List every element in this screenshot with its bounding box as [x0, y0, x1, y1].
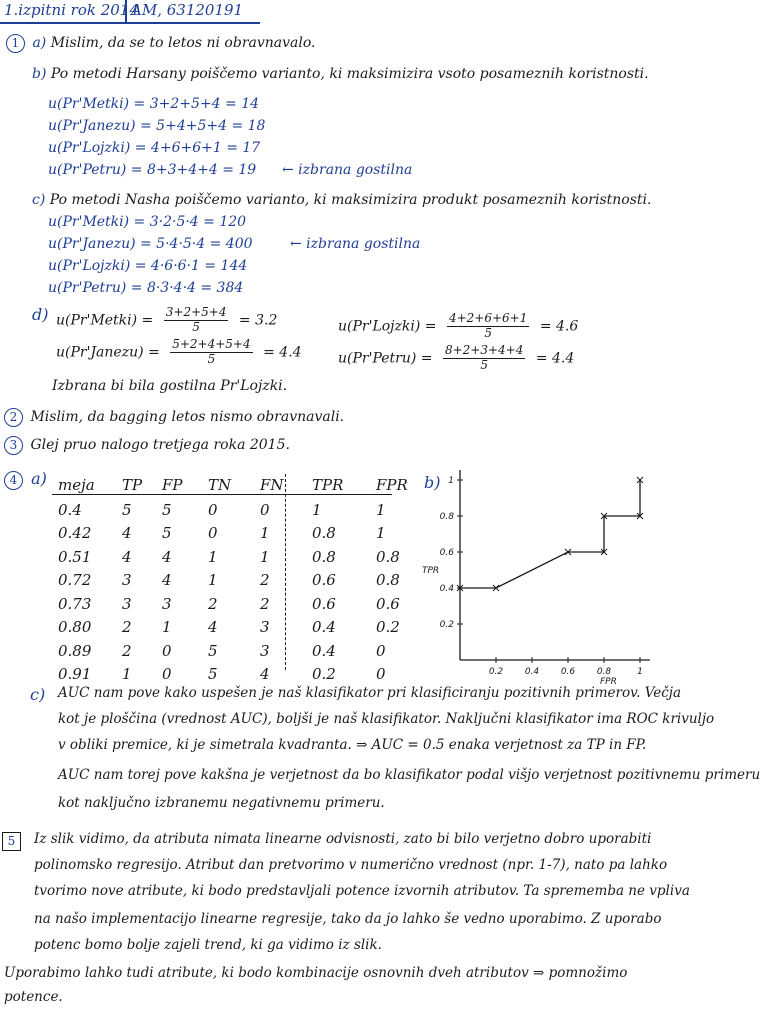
- q2-number: 2: [4, 408, 23, 427]
- table-cell: 1: [162, 618, 172, 637]
- q2-text: Mislim, da bagging letos nismo obravnavali.: [30, 409, 345, 425]
- table-cell: 0: [260, 500, 270, 519]
- table-row: [52, 498, 434, 522]
- x-tick-label: 0.8: [596, 667, 612, 677]
- roc-table-body: [52, 498, 434, 686]
- table-cell: 0.4: [312, 641, 336, 660]
- q4-c-line-3: AUC nam torej pove kakšna je verjetnost da bo klasifikator podal višjo verjetnost pozitivnemu primeru: [58, 767, 761, 783]
- q1-a: [6, 34, 316, 53]
- q4-a-label: a): [31, 469, 47, 488]
- q1-d-petru: [338, 344, 574, 373]
- q1-c-line-1: u(Pr'Janezu) = 5·4·5·4 = 400: [48, 236, 253, 252]
- q1-b-line-0: u(Pr'Metki) = 3+2+5+4 = 14: [48, 96, 260, 112]
- y-tick-label: 1: [448, 476, 454, 486]
- q1-d-petru-den: 5: [480, 357, 488, 372]
- table-cell: 0.8: [312, 524, 336, 543]
- q4-c-line-0: AUC nam pove kako uspešen je naš klasifikator pri klasificiranju pozitivnih primerov. Večja: [58, 685, 681, 701]
- table-cell: 0: [162, 665, 172, 684]
- table-cell: 0.8: [376, 547, 400, 566]
- table-cell: 1: [376, 524, 386, 543]
- table-row: [52, 569, 434, 593]
- table-row: [52, 545, 434, 569]
- table-cell: 0.6: [312, 594, 336, 613]
- table-cell: 0.8: [312, 547, 336, 566]
- roc-chart: [420, 470, 670, 690]
- q1-b-label: b): [32, 66, 47, 82]
- q4-c-line-4: kot naključno izbranemu negativnemu primeru.: [58, 795, 385, 811]
- q5-line-5: Uporabimo lahko tudi atribute, ki bodo kombinacije osnovnih dveh atributov ⇒ pomnožimo: [4, 965, 628, 981]
- table-header: meja: [58, 476, 95, 494]
- table-cell: 0.72: [58, 571, 92, 590]
- table-cell: 5: [122, 500, 132, 519]
- q5-line-6: potence.: [4, 989, 63, 1005]
- table-cell: 1: [260, 524, 270, 543]
- q1-c-intro: Po metodi Nasha poiščemo varianto, ki maksimizira produkt posameznih koristnosti.: [49, 192, 652, 208]
- table-cell: 0.2: [376, 618, 400, 637]
- q5-number: 5: [2, 832, 21, 851]
- q1-a-text: Mislim, da se to letos ni obravnavalo.: [50, 35, 316, 51]
- q1-b-line-1: u(Pr'Janezu) = 5+4+5+4 = 18: [48, 118, 266, 134]
- q1-c-line-3: u(Pr'Petru) = 8·3·4·4 = 384: [48, 280, 244, 296]
- table-header: FP: [162, 476, 183, 494]
- q3-text: Glej pruo nalogo tretjega roka 2015.: [30, 437, 290, 453]
- q1-a-label: a): [32, 35, 47, 51]
- q3-number: 3: [4, 436, 23, 455]
- table-cell: 1: [260, 547, 270, 566]
- q5-line-2: tvorimo nove atribute, ki bodo predstavljali potence izvornih atributov. Ta sprememba ne vpliva: [34, 883, 690, 899]
- table-cell: 0.51: [58, 547, 92, 566]
- q1-d-lojzki-rhs: = 4.6: [539, 318, 579, 335]
- q1-d-metki-fraction: [164, 306, 229, 335]
- table-cell: 0.6: [376, 594, 400, 613]
- q1-d-petru-num: 8+2+3+4+4: [444, 343, 524, 357]
- table-cell: 4: [260, 665, 270, 684]
- table-cell: 5: [208, 665, 218, 684]
- x-tick-label: 0.4: [524, 667, 540, 677]
- table-cell: 3: [122, 594, 132, 613]
- q5-number-wrap: [2, 832, 27, 851]
- table-cell: 2: [208, 594, 218, 613]
- table-cell: 1: [208, 547, 218, 566]
- table-cell: 0.80: [58, 618, 92, 637]
- y-tick-label: 0.8: [439, 512, 454, 522]
- table-cell: 5: [208, 641, 218, 660]
- q3: [4, 436, 290, 455]
- q5-line-1: polinomsko regresijo. Atribut dan pretvorimo v numerično vrednost (npr. 1-7), nato pa lahko: [34, 857, 668, 873]
- table-row: [52, 663, 434, 687]
- x-axis-label: FPR: [600, 677, 617, 687]
- roc-table: [52, 472, 434, 686]
- table-cell: 1: [312, 500, 322, 519]
- table-cell: 5: [162, 500, 172, 519]
- q1-d-lojzki-lhs: u(Pr'Lojzki) =: [338, 318, 437, 335]
- q1-d-janezu-lhs: u(Pr'Janezu) =: [56, 344, 160, 361]
- table-row: [52, 522, 434, 546]
- table-header: TP: [122, 476, 143, 494]
- y-tick-label: 0.6: [439, 548, 454, 558]
- q1-c-label: c): [32, 192, 46, 208]
- header-underline: [0, 22, 260, 24]
- q5-line-3: na našo implementacijo linearne regresije, tako da jo lahko še vedno uporabimo. Z uporabo: [34, 911, 662, 927]
- table-header: FN: [260, 476, 284, 494]
- table-cell: 2: [122, 618, 132, 637]
- table-cell: 3: [162, 594, 172, 613]
- q1-d-metki: [56, 306, 277, 335]
- table-cell: 0: [162, 641, 172, 660]
- table-cell: 2: [260, 594, 270, 613]
- q1-d-lojzki-fraction: [447, 312, 529, 341]
- table-cell: 4: [162, 547, 172, 566]
- table-cell: 0.73: [58, 594, 92, 613]
- table-cell: 0.8: [376, 571, 400, 590]
- q1-d-label: d): [32, 305, 49, 324]
- q4-c-line-1: kot je ploščina (vrednost AUC), boljši je naš klasifikator. Naključni klasifikator ima ROC krivuljo: [58, 711, 715, 727]
- table-cell: 1: [122, 665, 132, 684]
- table-cell: 0: [208, 524, 218, 543]
- x-tick-label: 1: [637, 667, 643, 677]
- q1-c-line-2: u(Pr'Lojzki) = 4·6·6·1 = 144: [48, 258, 248, 274]
- table-row: [52, 639, 434, 663]
- q4-c-label: c): [30, 685, 46, 704]
- table-header-rule: [52, 494, 392, 495]
- y-tick-label: 0.4: [439, 584, 454, 594]
- q1-d-metki-rhs: = 3.2: [238, 312, 278, 329]
- q1-d-conclusion: Izbrana bi bila gostilna Pr'Lojzki.: [52, 378, 288, 394]
- q1-d-janezu-den: 5: [207, 351, 216, 366]
- q5-line-4: potenc bomo bolje zajeli trend, ki ga vidimo iz slik.: [34, 937, 382, 953]
- y-axis-label: TPR: [422, 566, 440, 576]
- q1-d-lojzki-num: 4+2+6+6+1: [448, 311, 528, 325]
- table-cell: 0.2: [312, 665, 336, 684]
- q1-c-intro-line: [32, 192, 651, 208]
- q1-d-petru-fraction: [443, 344, 525, 373]
- q1-d-metki-den: 5: [192, 319, 200, 334]
- table-cell: 4: [122, 524, 132, 543]
- table-header: TPR: [312, 476, 344, 494]
- header-student: AM, 63120191: [131, 1, 244, 19]
- table-row: [52, 616, 434, 640]
- q1-b-line-3: u(Pr'Petru) = 8+3+4+4 = 19: [48, 162, 257, 178]
- q1-d-petru-lhs: u(Pr'Petru) =: [338, 350, 433, 367]
- q1-d-lojzki: [338, 312, 578, 341]
- q4-a-heading: [4, 470, 47, 490]
- table-cell: 0: [376, 641, 386, 660]
- q1-d-janezu: [56, 338, 302, 367]
- y-tick-label: 0.2: [439, 620, 454, 630]
- roc-curve: [460, 480, 640, 588]
- q1-b-intro: Po metodi Harsany poiščemo varianto, ki maksimizira vsoto posameznih koristnosti.: [50, 66, 649, 82]
- table-cell: 2: [260, 571, 270, 590]
- q1-d-janezu-rhs: = 4.4: [263, 344, 302, 361]
- q1-d-janezu-fraction: [170, 338, 252, 367]
- table-cell: 5: [162, 524, 172, 543]
- x-tick-label: 0.2: [488, 667, 504, 677]
- q1-number: 1: [6, 34, 25, 53]
- table-cell: 4: [208, 618, 218, 637]
- table-cell: 3: [122, 571, 132, 590]
- q1-c-line-0: u(Pr'Metki) = 3·2·5·4 = 120: [48, 214, 247, 230]
- table-cell: 1: [376, 500, 386, 519]
- table-row: [52, 592, 434, 616]
- q4-number: 4: [4, 471, 23, 490]
- q1-b-line-2: u(Pr'Lojzki) = 4+6+6+1 = 17: [48, 140, 261, 156]
- header-exam: 1.izpitni rok 2014: [4, 1, 139, 19]
- table-cell: 0.4: [312, 618, 336, 637]
- table-cell: 0: [208, 500, 218, 519]
- q2: [4, 408, 344, 427]
- table-cell: 0.89: [58, 641, 92, 660]
- table-column-divider: [285, 474, 287, 670]
- table-cell: 0.6: [312, 571, 336, 590]
- q1-b-note: ← izbrana gostilna: [282, 162, 413, 178]
- table-cell: 0.42: [58, 524, 92, 543]
- table-header: TN: [208, 476, 232, 494]
- q1-d-metki-num: 3+2+5+4: [165, 305, 227, 319]
- q1-c-note: ← izbrana gostilna: [290, 236, 421, 252]
- q1-d-janezu-num: 5+2+4+5+4: [172, 337, 251, 351]
- q5-line-0: Iz slik vidimo, da atributa nimata linearne odvisnosti, zato bi bilo verjetno dobro uporabiti: [34, 831, 652, 847]
- table-cell: 3: [260, 641, 270, 660]
- q1-b-intro-line: [32, 66, 649, 82]
- table-cell: 0: [376, 665, 386, 684]
- q4-b-label: b): [424, 473, 441, 492]
- q1-d-lojzki-den: 5: [484, 325, 492, 340]
- q1-d-petru-rhs: = 4.4: [535, 350, 575, 367]
- table-cell: 1: [208, 571, 218, 590]
- table-header: FPR: [376, 476, 408, 494]
- table-cell: 3: [260, 618, 270, 637]
- table-cell: 2: [122, 641, 132, 660]
- table-cell: 0.91: [58, 665, 92, 684]
- q4-c-line-2: v obliki premice, ki je simetrala kvadranta. ⇒ AUC = 0.5 enaka verjetnost za TP in FP.: [58, 737, 647, 753]
- table-cell: 4: [122, 547, 132, 566]
- table-cell: 0.4: [58, 500, 82, 519]
- q1-d-metki-lhs: u(Pr'Metki) =: [56, 312, 154, 329]
- x-tick-label: 0.6: [560, 667, 576, 677]
- table-cell: 4: [162, 571, 172, 590]
